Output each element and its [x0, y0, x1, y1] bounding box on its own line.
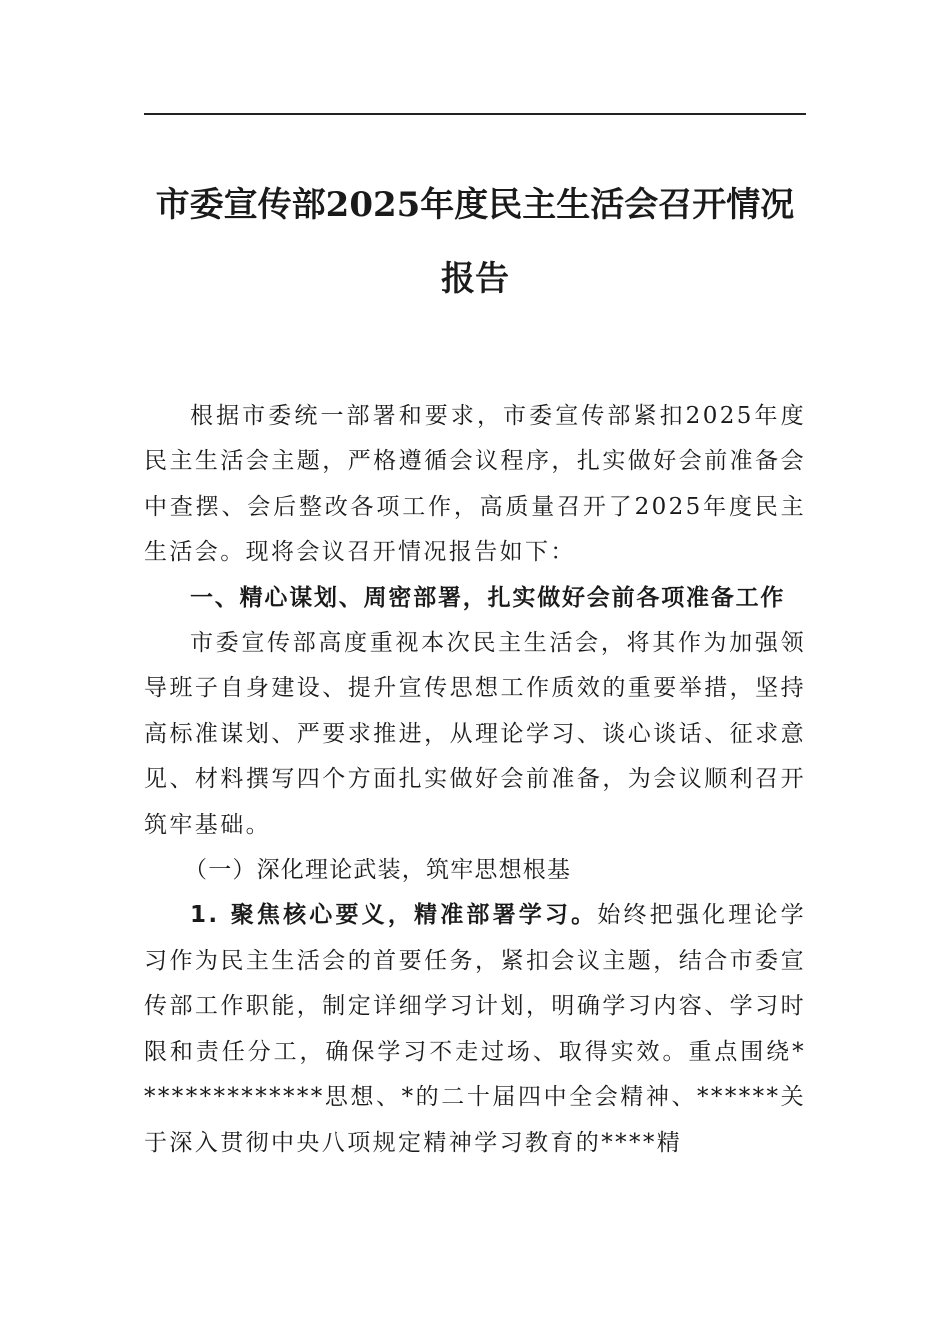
document-title [144, 168, 806, 316]
item-1-paragraph [144, 893, 806, 1165]
title-line-2: 报告 [441, 259, 509, 299]
header-rule [144, 113, 806, 115]
section-1-paragraph: 市委宣传部高度重视本次民主生活会，将其作为加强领导班子自身建设、提升宣传思想工作质效的重要举措，坚持高标准谋划、严要求推进，从理论学习、谈心谈话、征求意见、材料撰写四个方面扎实做好会前准备，为会议顺利召开筑牢基础。 [144, 630, 806, 838]
item-1-lead: 1. 聚焦核心要义，精准部署学习。 [190, 902, 598, 929]
intro-paragraph: 根据市委统一部署和要求，市委宣传部紧扣2025年度民主生活会主题，严格遵循会议程序，扎实做好会前准备会中查摆、会后整改各项工作，高质量召开了2025年度民主生活会。现将会议召开情况报告如下： [144, 403, 806, 566]
item-1-body: 始终把强化理论学习作为民主生活会的首要任务，紧扣会议主题，结合市委宣传部工作职能，制定详细学习计划，明确学习内容、学习时限和责任分工，确保学习不走过场、取得实效。重点围绕**************思想、*的二十届四中全会精神、******关于深入贯彻中央八项规定精神学习教育的****精 [144, 902, 806, 1156]
subsection-1-heading: （一）深化理论武装，筑牢思想根基 [184, 857, 572, 884]
section-1-heading: 一、精心谋划、周密部署，扎实做好会前各项准备工作 [190, 584, 786, 611]
document-body [144, 394, 806, 1166]
title-line-1: 市委宣传部2025年度民主生活会召开情况 [155, 185, 795, 225]
